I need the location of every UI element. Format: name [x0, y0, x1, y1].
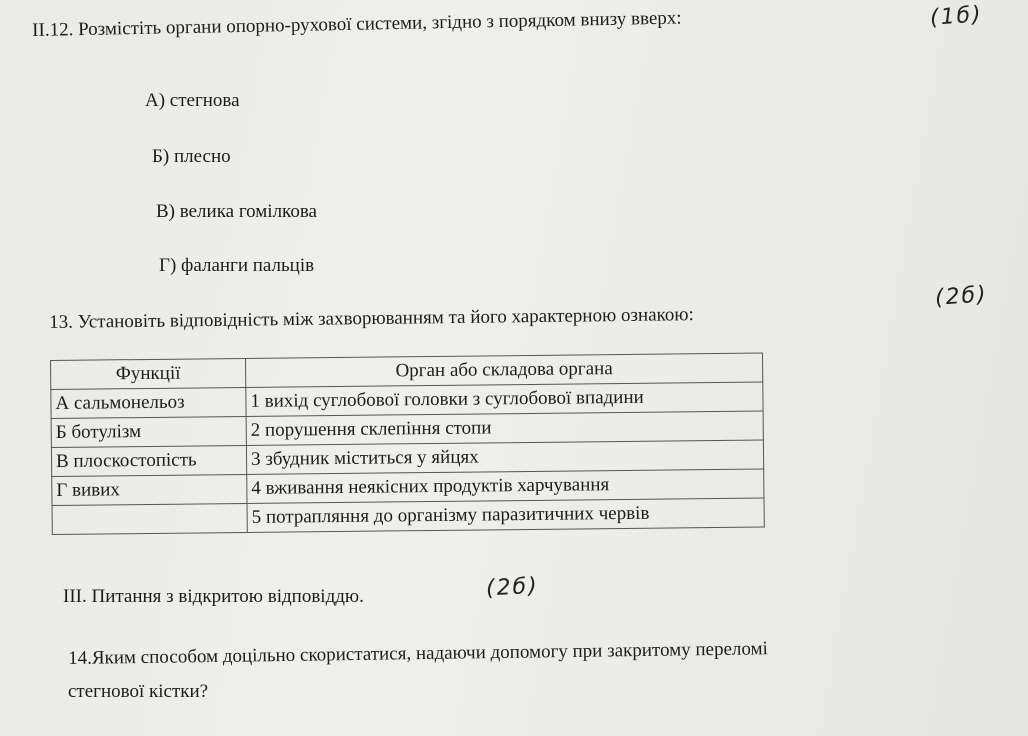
table-cell: 5 потрапляння до організму паразитичних червів	[247, 498, 764, 532]
option-g: Г) фаланги пальців	[159, 255, 315, 276]
matching-table	[50, 353, 765, 535]
table-row	[52, 498, 764, 534]
question-13-handwritten-mark: (2б)	[934, 282, 989, 311]
table-cell: В плоскостопість	[51, 445, 246, 476]
table-header-cell: Орган або складова органа	[245, 353, 762, 387]
question-14-line-1: 14.Яким способом доцільно скористатися, надаючи допомогу при закритому переломі	[68, 638, 769, 669]
table-cell: 1 вихід суглобової головки з суглобової впадини	[246, 382, 763, 416]
table-cell: 4 вживання неякісних продуктів харчування	[247, 469, 764, 503]
table-cell: Г вивих	[52, 474, 247, 505]
table-cell	[52, 503, 247, 534]
table-header-cell: Функції	[51, 358, 246, 389]
question-14-line-2: стегнової кістки?	[68, 681, 209, 702]
table-cell: Б ботулізм	[51, 416, 246, 447]
option-v: В) велика гомілкова	[156, 201, 317, 222]
table-cell: 3 збудник міститься у яйцях	[246, 440, 763, 474]
option-a: А) стегнова	[145, 90, 240, 111]
question-12-handwritten-mark: (1б)	[929, 2, 984, 31]
question-12-text: II.12. Розмістіть органи опорно-рухової системи, згідно з порядком внизу вверх:	[32, 7, 682, 41]
section-3-handwritten-mark: (2б)	[485, 573, 540, 602]
section-3-heading: III. Питання з відкритою відповіддю.	[63, 586, 364, 607]
question-13-text: 13. Установіть відповідність між захворюванням та його характерною ознакою:	[49, 304, 694, 333]
table-cell: А сальмонельоз	[51, 387, 246, 418]
table-cell: 2 порушення склепіння стопи	[246, 411, 763, 445]
option-b: Б) плесно	[152, 146, 231, 167]
